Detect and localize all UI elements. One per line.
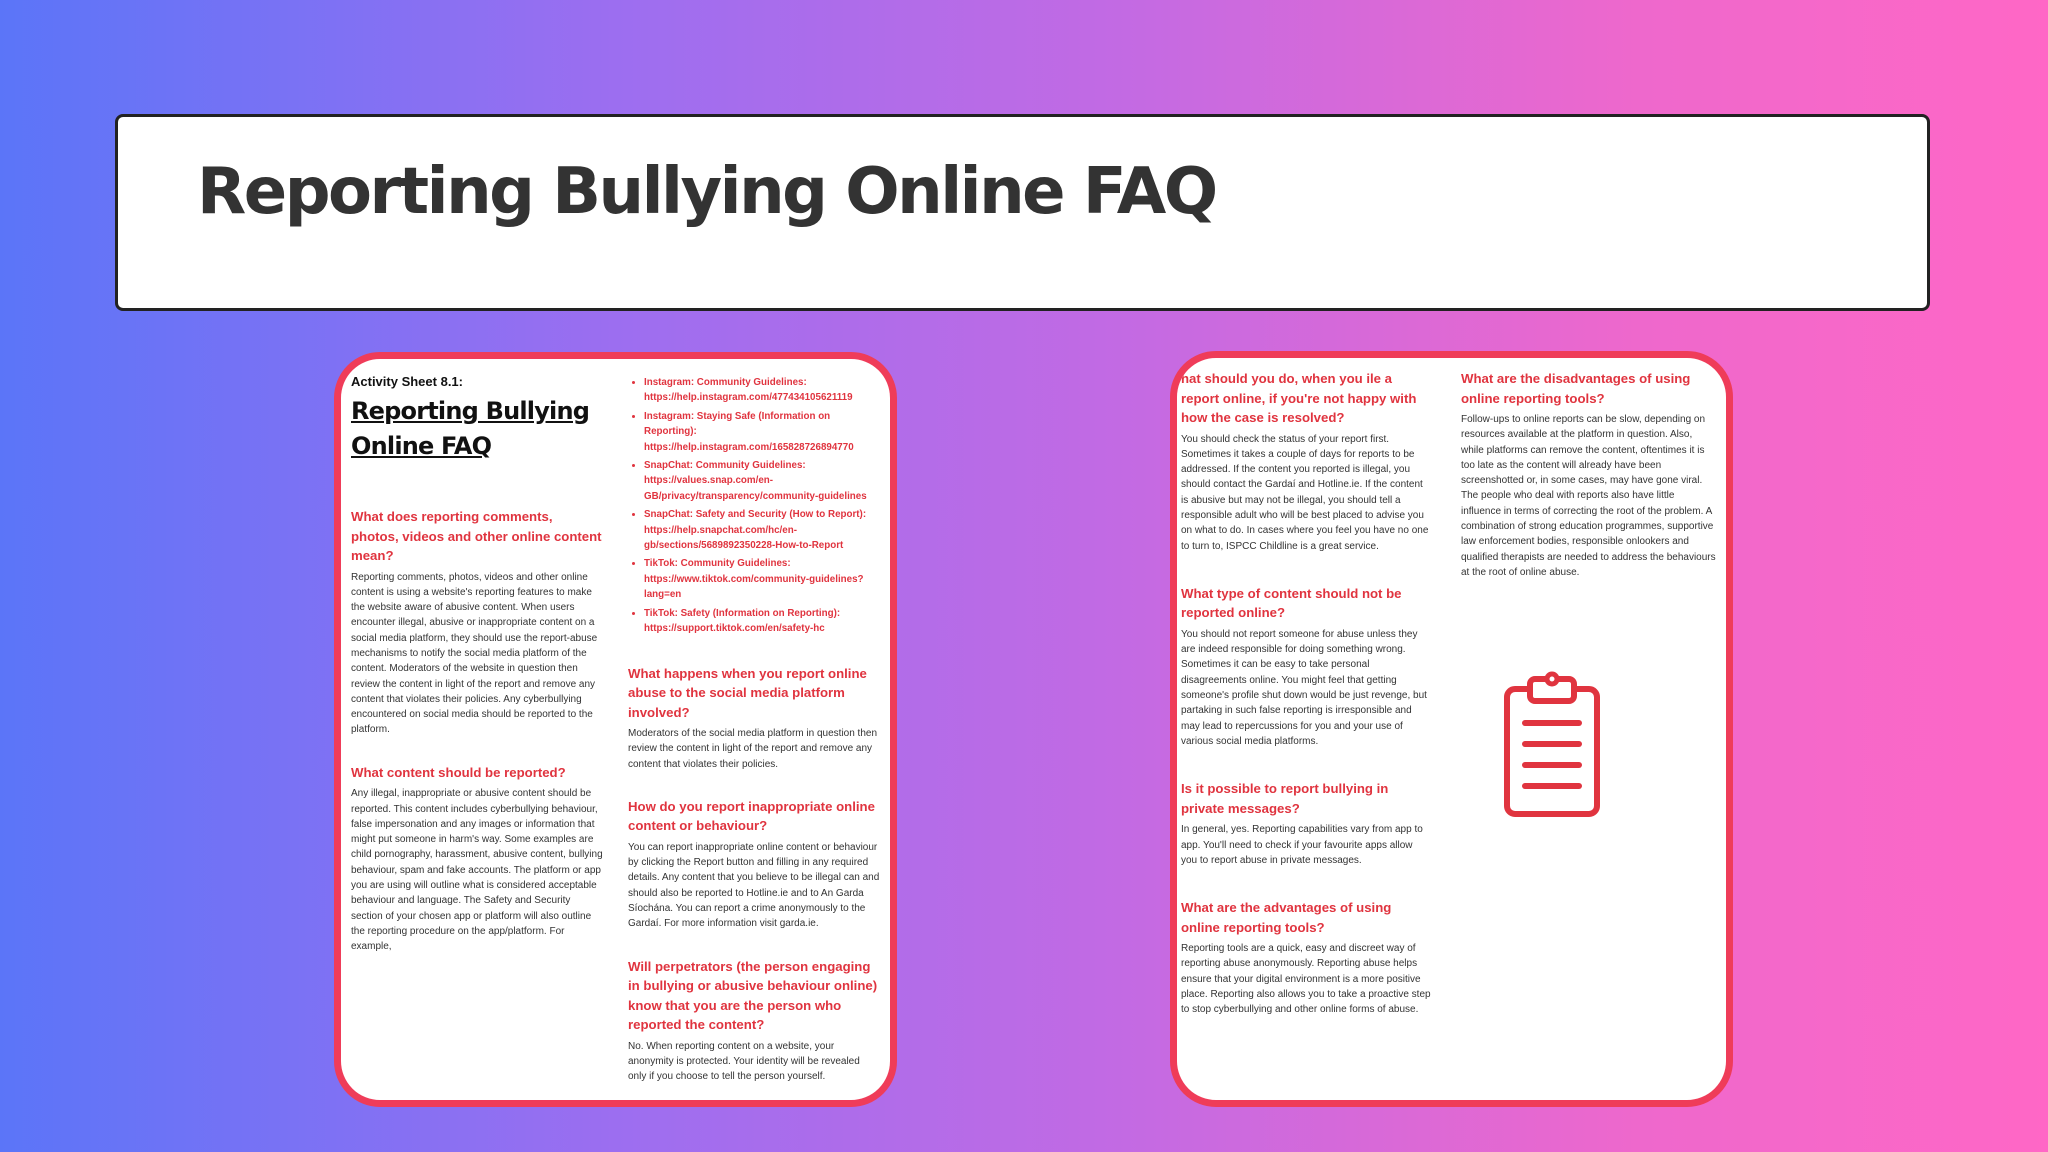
document-title-line-2: Online FAQ bbox=[351, 432, 492, 460]
faq-question: What content should be reported? bbox=[351, 764, 566, 780]
faq-question: What type of content should not be reported online? bbox=[1181, 585, 1402, 621]
faq-answer: Follow-ups to online reports can be slow, depending on resources available at the platform in question. Also, while platforms can remove the content, oftentimes it is too late as the content will already have been screenshotted or, in some cases, may have gone viral. The people who deal with reports also have little influence in terms of correcting the root of the problem. A combination of strong education programmes, supportive law enforcement bodies, responsible onlookers and qualified therapists are needed to address the behaviours at the root of online abuse. bbox=[1461, 414, 1716, 578]
document-title bbox=[351, 393, 603, 465]
activity-sheet-label: Activity Sheet 8.1: bbox=[351, 374, 463, 389]
right-page-column-2 bbox=[1461, 369, 1717, 580]
faq-question: What are the advantages of using online reporting tools? bbox=[1181, 900, 1392, 935]
faq-answer: You can report inappropriate online content or behaviour by clicking the Report button and filling in any required details. Any content that you believe to be illegal can and should also be reported to Hotline.ie and to An Garda Síochána. You can report a crime anonymously to the Gardaí. For more information visit garda.ie. bbox=[628, 841, 880, 930]
faq-question: What are the disadvantages of using online reporting tools? bbox=[1461, 371, 1691, 406]
reporting-link[interactable]: • Instagram: Community Guidelines: https://help.instagram.com/477434105621119 bbox=[644, 375, 880, 406]
reporting-link[interactable]: • TikTok: Safety (Information on Reporting): https://support.tiktok.com/en/safety-hc bbox=[644, 606, 880, 637]
reporting-link[interactable]: • TikTok: Community Guidelines: https://www.tiktok.com/community-guidelines?lang=en bbox=[644, 556, 880, 602]
faq-answer: Reporting tools are a quick, easy and discreet way of reporting abuse anonymously. Reporting abuse helps ensure that your digital environment is a more positive place. Reporting also allows you to take a proactive step to stop cyberbullying and other online forms of abuse. bbox=[1181, 943, 1431, 1016]
faq-question: Will perpetrators (the person engaging in bullying or abusive behaviour online) know that you are the person who reported the content? bbox=[628, 958, 878, 1033]
faq-answer: Moderators of the social media platform in question then review the content in light of the report and remove any content that violates their policies. bbox=[628, 728, 878, 770]
slide-title: Reporting Bullying Online FAQ bbox=[197, 155, 1216, 229]
faq-answer: Reporting comments, photos, videos and other online content is using a website's reporting features to make the website aware of abusive content. When users encounter illegal, abusive or inappropriate content on a social media platform, they should use the report-abuse mechanisms to notify the social media platform of the content. Moderators of the website in question then review the content in light of the report and remove any content that violates their policies. Any cyberbullying encountered on social media should be reported to the platform. bbox=[351, 571, 598, 736]
faq-question: hat should you do, when you ile a report online, if you're not happy with how the case is resolved? bbox=[1181, 371, 1417, 425]
faq-question: How do you report inappropriate online content or behaviour? bbox=[628, 798, 875, 834]
faq-answer: Any illegal, inappropriate or abusive content should be reported. This content includes cyberbullying behaviour, false impersonation and any images or information that might put someone in harm's way. Some examples are child pornography, harassment, abusive content, bullying behaviour, spam and fake accounts. The platform or app you are using will outline what is considered acceptable behaviour and language. The Safety and Security section of your chosen app or platform will also outline the reporting procedure on the app/platform. For example, bbox=[351, 788, 603, 953]
right-page-column-1 bbox=[1181, 369, 1431, 1018]
faq-answer: No. When reporting content on a website, your anonymity is protected. Your identity will be revealed only if you choose to tell the person yourself. bbox=[628, 1040, 860, 1083]
faq-question: Is it possible to report bullying in private messages? bbox=[1181, 781, 1389, 816]
left-page-column-1 bbox=[351, 374, 603, 955]
reporting-links-list bbox=[628, 375, 880, 637]
clipboard-icon bbox=[1497, 671, 1607, 821]
right-document-page bbox=[1170, 351, 1733, 1107]
reporting-link[interactable]: • SnapChat: Safety and Security (How to Report): https://help.snapchat.com/hc/en-gb/sections/5689892350228-How-to-Report bbox=[644, 507, 880, 553]
reporting-link[interactable]: • Instagram: Staying Safe (Information on Reporting): https://help.instagram.com/165828726894770 bbox=[644, 409, 880, 455]
faq-question: What happens when you report online abuse to the social media platform involved? bbox=[628, 665, 867, 720]
document-title-line-1: Reporting Bullying bbox=[351, 397, 590, 425]
faq-question: What does reporting comments, photos, videos and other online content mean? bbox=[351, 509, 602, 563]
faq-answer: In general, yes. Reporting capabilities vary from app to app. You'll need to check if your favourite apps allow you to report abuse in private messages. bbox=[1181, 824, 1423, 866]
faq-answer: You should check the status of your report first. Sometimes it takes a couple of days for reports to be addressed. If the content you reported is illegal, you should contact the Gardaí and Hotline.ie. If the content is abusive but may not be illegal, you should tell a responsible adult who will be best placed to advise you on what to do. In cases where you feel you have no one to turn to, ISPCC Childline is a great service. bbox=[1181, 433, 1429, 552]
title-banner bbox=[115, 114, 1930, 311]
left-document-page bbox=[334, 352, 897, 1107]
left-page-column-2 bbox=[628, 375, 880, 1085]
faq-answer: You should not report someone for abuse unless they are indeed responsible for doing something wrong. Sometimes it can be easy to take personal disagreements online. You might feel that getting someone's profile shut down would be just revenge, but partaking in such false reporting is irresponsible and may lead to repercussions for you and your use of various social media platforms. bbox=[1181, 628, 1427, 747]
reporting-link[interactable]: • SnapChat: Community Guidelines: https://values.snap.com/en-GB/privacy/transparency/community-guidelines bbox=[644, 458, 880, 504]
